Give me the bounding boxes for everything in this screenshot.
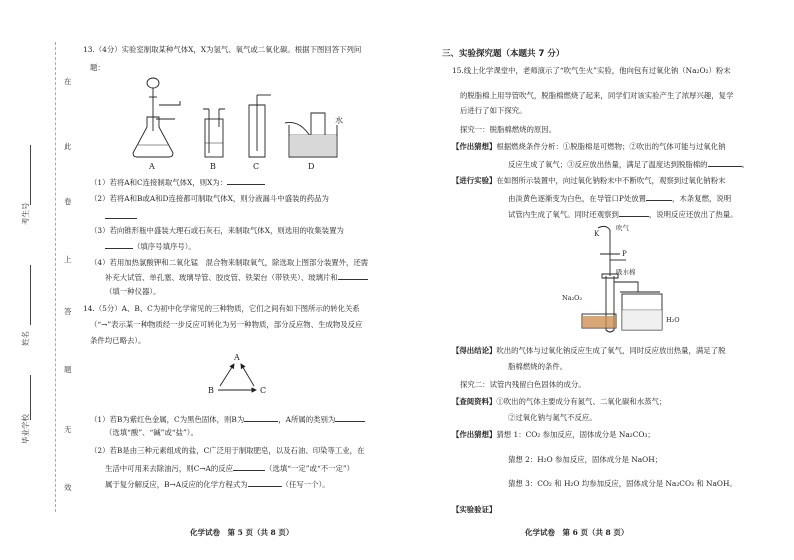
answer-blank[interactable]	[105, 240, 133, 249]
q14-part1: （1）若B为紫红色金属，C为黑色固体，则B为 ，A所属的类别为	[90, 413, 365, 425]
answer-blank[interactable]	[335, 413, 365, 422]
answer-blank[interactable]	[619, 208, 649, 217]
q14-part1-cont: （选填“酸”、“碱”或“盐”）。	[105, 428, 198, 437]
q13-part2: （2）若将A和B或A和D连接都可制取气体X，则分液漏斗中盛装的药品为	[90, 194, 329, 203]
label-blow: 吹气	[616, 224, 629, 232]
section-title: 三、实验探究题（本题共 7 分）	[442, 49, 565, 59]
references: 【查阅资料】①吹出的气体主要成分有氮气、二氧化碳和水蒸气；	[452, 397, 667, 406]
experiment-cont: 由淡黄色逐渐变为白色，在导管口P处放置 ，木条复燃，说明	[508, 194, 732, 203]
name-blank[interactable]	[30, 265, 31, 325]
hypothesis-2: 【作出猜想】猜想 1：CO₂ 参加反应，固体成分是 Na₂CO₃；	[452, 430, 655, 439]
explore-two: 探究二：试管内残留白色固体的成分。	[460, 380, 586, 389]
binding-line	[55, 42, 56, 512]
transform-triangle	[198, 350, 278, 400]
answer-blank[interactable]	[248, 478, 282, 487]
q14-part2-end: 属于复分解反应，B→A反应的化学方程式为 （任写一个）。	[105, 480, 330, 489]
experiment-end: 试管内生成了氧气。同时还观察到 ，说明反应还放出了热量。	[508, 210, 738, 219]
label-na2o2: Na₂O₂	[562, 294, 583, 302]
hypothesis-1: 【作出猜想】根据燃烧条件分析：①脱脂棉是可燃物；②吹出的气体可能与过氧化钠	[452, 142, 726, 151]
answer-blank[interactable]	[105, 210, 137, 222]
conclusion-cont: 脂棉燃烧的条件。	[508, 362, 568, 371]
q13-part3-cont: （填序号填序号）。	[105, 240, 196, 252]
hypothesis-2-item2: 猜想 2：H₂O 参加反应，固体成分是 NaOH；	[508, 455, 663, 464]
answer-blank[interactable]	[708, 158, 742, 167]
school-blank[interactable]	[30, 375, 31, 420]
label-k: K	[594, 230, 600, 238]
page-footer-left: 化学试卷 第 5 页（共 8 页）	[190, 528, 294, 537]
q13-stem-cont: 题：	[90, 63, 105, 72]
verification: 【实验验证】	[452, 505, 497, 514]
binding-char: 效	[64, 483, 72, 492]
apparatus-figure	[125, 75, 385, 170]
binding-char: 卷	[64, 197, 72, 206]
label-c: C	[253, 162, 260, 170]
label-cotton: 吸水棉	[616, 268, 636, 276]
q14-stem-end: 条件均已略去）。	[90, 336, 146, 345]
q14-stem-cont: （“→”表示某一种物质经一步反应可转化为另一种物质，部分反应物、生成物及反应	[90, 320, 363, 329]
q14-part2-cont: 生活中可用来去除油污，则C→A的反应 （选填“一定”或“不一定”）	[105, 464, 355, 473]
binding-char: 上	[64, 255, 72, 264]
q15-stem-cont: 的脱脂棉上用导管吹气，脱脂棉燃烧了起来，同学们对该实验产生了浓厚兴趣，复学	[460, 91, 734, 100]
binding-char: 无	[64, 425, 72, 434]
q13-part3: （3）若向锥形瓶中盛装大理石或石灰石，来制取气体X，则选用的收集装置为	[90, 226, 344, 235]
q15-stem: 15.线上化学课堂中，老师演示了“吹气生火”实验，他向包有过氧化钠（Na₂O₂）粉末	[452, 66, 731, 75]
binding-char: 此	[64, 142, 72, 151]
q13-part4: （4）若用加热氯酸钾和二氧化锰 混合物来制取氧气，除选取上图部分装置外，还需	[90, 258, 369, 267]
answer-blank[interactable]	[244, 413, 278, 422]
answer-blank[interactable]	[646, 192, 672, 201]
q13-part4-end: （填一种仪器）。	[105, 287, 161, 296]
label-name: 姓名	[21, 331, 30, 346]
page-footer-right: 化学试卷 第 6 页（共 8 页）	[525, 528, 629, 537]
label-h2o: H₂O	[666, 316, 680, 324]
node-b: B	[208, 386, 214, 395]
binding-char: 在	[64, 77, 72, 86]
node-c: C	[260, 386, 267, 395]
hypothesis-1-cont: 反应生成了氧气；③反应放出热量，满足了温度达到脱脂棉的 。	[508, 160, 749, 169]
node-a: A	[234, 353, 240, 362]
q13-part4-cont: 补充大试管、单孔塞、玻璃导管、胶皮管、铁架台（带铁夹）、玻璃片和	[105, 271, 368, 283]
q13-stem: 13.（4分）实验室制取某种气体X，X为氢气、氧气或二氧化碳。根据下图回答下列问	[83, 45, 362, 54]
binding-char: 题	[64, 365, 72, 374]
explore-one: 探究一：脱脂棉燃烧的原因。	[460, 125, 557, 134]
label-d: D	[308, 162, 315, 170]
label-exam-number: 考生号	[21, 202, 30, 225]
experiment: 【进行实验】在如图所示装置中，向过氧化钠粉末中不断吹气，观察到过氧化钠粉末	[452, 176, 726, 185]
label-a: A	[149, 162, 155, 170]
q13-part1: （1）若将A和C连接制取气体X，则X为：	[90, 176, 265, 188]
conclusion: 【得出结论】吹出的气体与过氧化钠反应生成了氧气，同时反应放出热量，满足了脱	[452, 346, 726, 355]
label-p: P	[622, 250, 627, 258]
label-b: B	[210, 162, 216, 170]
q14-stem: 14.（5分）A、B、C为初中化学常见的三种物质，它们之间有如下图所示的转化关系	[83, 304, 360, 313]
exam-number-blank[interactable]	[30, 145, 31, 205]
answer-blank[interactable]	[338, 271, 368, 280]
q15-stem-end: 后进行了如下探究。	[460, 106, 527, 115]
experiment-figure	[560, 222, 700, 337]
label-school: 毕业学校	[21, 414, 30, 444]
q14-part2: （2）若B是由三种元素组成的盐，C广泛用于制取肥皂，以及石油、印染等工业，在	[90, 446, 365, 455]
binding-char: 答	[64, 307, 72, 316]
answer-blank[interactable]	[233, 462, 265, 471]
water-label: 水	[335, 116, 343, 125]
references-cont: ②过氧化钠与氮气不反应。	[508, 413, 597, 422]
hypothesis-2-item3: 猜想 3：CO₂ 和 H₂O 均参加反应，固体成分是 Na₂CO₃ 和 NaOH。	[508, 479, 737, 488]
answer-blank[interactable]	[227, 176, 265, 185]
